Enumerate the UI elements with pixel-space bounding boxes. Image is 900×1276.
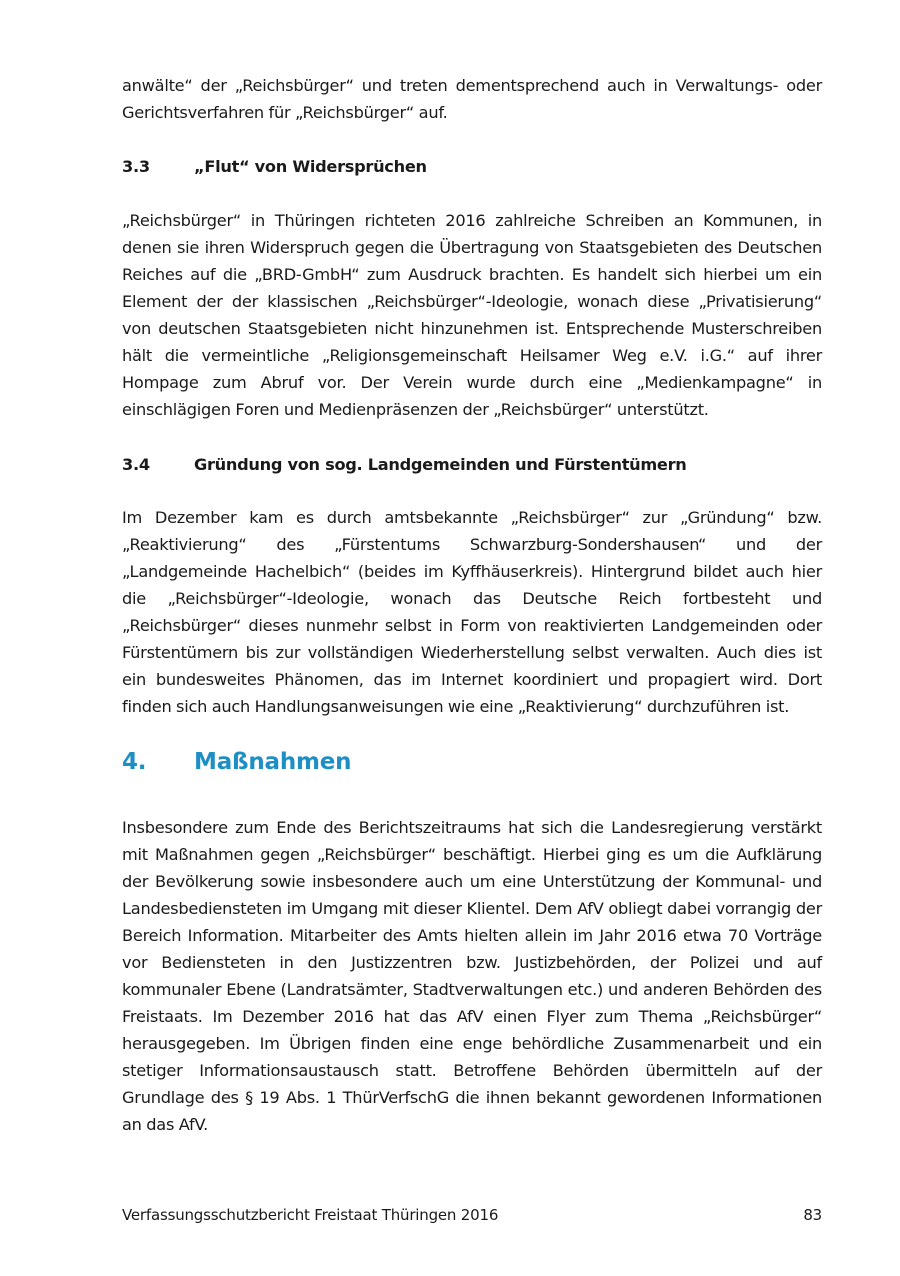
chapter-title: Maßnahmen bbox=[194, 749, 352, 775]
section-title: „Flut“ von Widersprüchen bbox=[194, 157, 427, 176]
paragraph-section-3-4: Im Dezember kam es durch amtsbekannte „Reichsbürger“ zur „Gründung“ bzw. „Reaktivierung“ des „Fürstentums Schwarzburg-Sondershausen“ und der „Landgemeinde Hachelbich“ (beides im Kyffhäuserkreis). Hintergrund bildet auch hier die „Reichsbürger“-Ideologie, wonach das Deutsche Reich fortbesteht und „Reichsbürger“ dieses nunmehr selbst in Form von reaktivierten Landgemeinden oder Fürstentümern bis zur vollständigen Wiederherstellung selbst verwalten. Auch dies ist ein bundesweites Phänomen, das im Internet koordiniert und propagiert wird. Dort finden sich auch Handlungsanweisungen wie eine „Reaktivierung“ durchzuführen ist. bbox=[122, 508, 822, 716]
chapter-number: 4. bbox=[122, 749, 147, 775]
footer-title: Verfassungsschutzbericht Freistaat Thüringen 2016 bbox=[122, 1206, 499, 1224]
section-number: 3.3 bbox=[122, 157, 150, 176]
section-heading-3-4 bbox=[122, 453, 822, 477]
page-number: 83 bbox=[803, 1206, 822, 1224]
section-title: Gründung von sog. Landgemeinden und Fürstentümern bbox=[194, 455, 687, 474]
section-heading-3-3 bbox=[122, 155, 822, 179]
paragraph-section-3-3: „Reichsbürger“ in Thüringen richteten 2016 zahlreiche Schreiben an Kommunen, in denen sie ihren Widerspruch gegen die Übertragung von Staatsgebieten des Deutschen Reiches auf die „BRD-GmbH“ zum Ausdruck brachten. Es handelt sich hierbei um ein Element der der klassischen „Reichsbürger“-Ideologie, wonach diese „Privatisierung“ von deutschen Staatsgebieten nicht hinzunehmen ist. Entsprechende Musterschreiben hält die vermeintliche „Religionsgemeinschaft Heilsamer Weg e.V. i.G.“ auf ihrer Hompage zum Abruf vor. Der Verein wurde durch eine „Medienkampagne“ in einschlägigen Foren und Medienpräsenzen der „Reichsbürger“ unterstützt. bbox=[122, 211, 822, 419]
section-number: 3.4 bbox=[122, 455, 150, 474]
paragraph-section-4: Insbesondere zum Ende des Berichtszeitraums hat sich die Landesregierung verstärkt mit Maßnahmen gegen „Reichsbürger“ beschäftigt. Hierbei ging es um die Aufklärung der Bevölkerung sowie insbesondere auch um eine Unterstützung der Kommunal- und Landesbediensteten im Umgang mit dieser Klientel. Dem AfV obliegt dabei vorrangig der Bereich Information. Mitarbeiter des Amts hielten allein im Jahr 2016 etwa 70 Vorträge vor Bediensteten in den Justizzentren bzw. Justizbehörden, der Polizei und auf kommunaler Ebene (Landratsämter, Stadtverwaltungen etc.) und anderen Behörden des Freistaats. Im Dezember 2016 hat das AfV einen Flyer zum Thema „Reichsbürger“ herausgegeben. Im Übrigen finden eine enge behördliche Zusammenarbeit und ein stetiger Informationsaustausch statt. Betroffene Behörden übermitteln auf der Grundlage des § 19 Abs. 1 ThürVerfschG die ihnen bekannt gewordenen Informationen an das AfV. bbox=[122, 818, 822, 1134]
page-footer bbox=[122, 1203, 822, 1227]
chapter-heading-4 bbox=[122, 744, 822, 780]
paragraph-continuation: anwälte“ der „Reichsbürger“ und treten dementsprechend auch in Verwaltungs- oder Gerichtsverfahren für „Reichsbürger“ auf. bbox=[122, 76, 822, 122]
